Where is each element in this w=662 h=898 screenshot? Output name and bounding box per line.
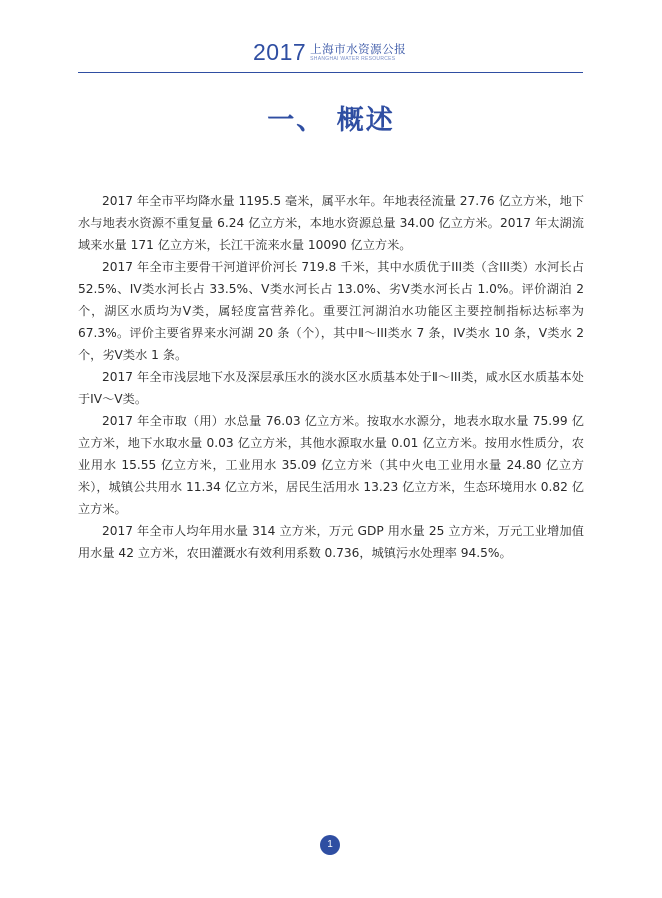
logo-text	[310, 43, 406, 64]
section-title: 一、 概述	[267, 105, 395, 136]
paragraph-water-withdrawal: 2017 年全市取（用）水总量 76.03 亿立方米。按取水水源分，地表水取水量 75.99 亿立方米，地下水取水量 0.03 亿立方米，其他水源取水量 0.01 亿立方米。按用水性质分，农业用水 15.55 亿立方米，工业用水 35.09 亿立方米（其中火电工业用水量 24.80 亿立方米），城镇公共用水 11.34 亿立方米，居民生活用水 13.23 亿立方米，生态环境用水 0.82 亿立方米。	[78, 414, 584, 516]
header-divider	[78, 72, 583, 73]
paragraph-surface-water-quality: 2017 年全市主要骨干河道评价河长 719.8 千米，其中水质优于III类（含III类）水河长占 52.5%、IV类水河长占 33.5%、Ⅴ类水河长占 13.0%、劣Ⅴ类水河长占 1.0%。评价湖泊 2 个，湖区水质均为Ⅴ类，属轻度富营养化。重要江河湖泊水功能区主要控制指标达标率为 67.3%。评价主要省界来水河湖 20 条（个），其中Ⅱ～III类水 7 条，IV类水 10 条，Ⅴ类水 2 个，劣Ⅴ类水 1 条。	[78, 260, 584, 362]
document-body	[78, 190, 584, 564]
logo-year: 2017	[253, 39, 307, 65]
logo-title-en: SHANGHAI WATER RESOURCES	[310, 56, 396, 62]
page-header	[78, 28, 583, 74]
report-logo	[253, 32, 406, 64]
paragraph-groundwater-quality: 2017 年全市浅层地下水及深层承压水的淡水区水质基本处于Ⅱ～III类，咸水区水质基本处于IV～Ⅴ类。	[78, 370, 584, 406]
paragraph-water-quantity: 2017 年全市平均降水量 1195.5 毫米，属平水年。年地表径流量 27.76 亿立方米，地下水与地表水资源不重复量 6.24 亿立方米，本地水资源总量 34.00 亿立方米。2017 年太湖流域来水量 171 亿立方米，长江干流来水量 10090 亿立方米。	[78, 194, 584, 252]
page-number-badge: 1	[320, 835, 340, 855]
paragraph-water-use-indicators: 2017 年全市人均年用水量 314 立方米，万元 GDP 用水量 25 立方米，万元工业增加值用水量 42 立方米，农田灌溉水有效利用系数 0.736，城镇污水处理率 94.5%。	[78, 524, 584, 560]
logo-title-cn: 上海市水资源公报	[310, 42, 407, 56]
